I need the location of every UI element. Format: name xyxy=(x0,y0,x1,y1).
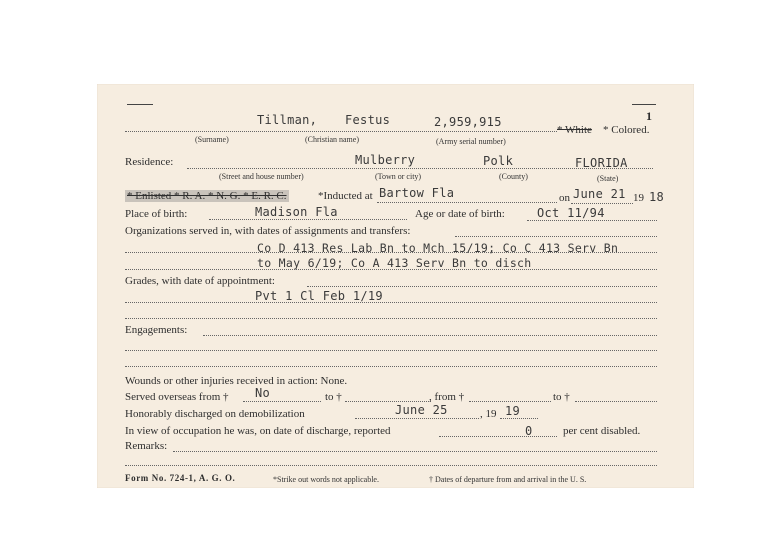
age-label: Age or date of birth: xyxy=(415,208,505,220)
enlisted-struck-text: * Enlisted * R. A. * N. G. * E. R. C. xyxy=(127,190,287,202)
card-number: 1 xyxy=(646,109,652,123)
inducted-date: June 21 xyxy=(573,187,626,201)
disability-suffix: per cent disabled. xyxy=(563,425,641,437)
serial-number-label: (Army serial number) xyxy=(436,137,506,146)
engagements-label: Engagements: xyxy=(125,324,188,336)
organizations-rule-1 xyxy=(125,252,657,253)
overseas-from-value: No xyxy=(255,386,271,400)
wounds-label: Wounds or other injuries received in action: None. xyxy=(125,375,348,387)
disability-label: In view of occupation he was, on date of discharge, reported xyxy=(125,425,391,437)
disability-value: 0 xyxy=(525,424,533,438)
inducted-place: Bartow Fla xyxy=(379,186,455,200)
name-line xyxy=(125,131,557,132)
race-white: * White xyxy=(557,124,592,136)
state-label: (State) xyxy=(597,174,619,183)
overseas-from2-line xyxy=(469,401,551,402)
county-label: (County) xyxy=(499,172,528,181)
overseas-from2-label: , from † xyxy=(429,391,465,403)
inducted-date-line xyxy=(571,203,633,204)
footer-note-strike: *Strike out words not applicable. xyxy=(273,475,379,484)
organizations-label: Organizations served in, with dates of assignments and transfers: xyxy=(125,225,411,237)
town-label: (Town or city) xyxy=(375,172,422,181)
discharge-date-line xyxy=(355,418,479,419)
overseas-label: Served overseas from † xyxy=(125,391,229,403)
residence-town: Mulberry xyxy=(355,153,416,167)
record-card xyxy=(97,84,694,488)
inducted-year-prefix: 19 xyxy=(633,192,644,204)
serial-number-value: 2,959,915 xyxy=(434,115,502,129)
grades-rule-1 xyxy=(125,302,657,303)
birth-place-label: Place of birth: xyxy=(125,208,188,220)
inducted-label: *Inducted at xyxy=(318,190,373,202)
overseas-to-label: to † xyxy=(325,391,342,403)
birth-place-value: Madison Fla xyxy=(255,205,338,219)
remarks-label: Remarks: xyxy=(125,440,168,452)
overseas-from-line xyxy=(243,401,321,402)
residence-label: Residence: xyxy=(125,156,174,168)
engagements-rule-2 xyxy=(125,366,657,367)
organizations-line-2: to May 6/19; Co A 413 Serv Bn to disch xyxy=(257,256,532,270)
organizations-rule-2 xyxy=(125,269,657,270)
street-label: (Street and house number) xyxy=(219,172,304,181)
discharge-label: Honorably discharged on demobilization xyxy=(125,408,305,420)
overseas-to-line xyxy=(345,401,431,402)
discharge-date: June 25 xyxy=(395,403,448,417)
top-left-dash xyxy=(127,104,153,105)
form-number: Form No. 724-1, A. G. O. xyxy=(125,473,236,483)
grades-rule-2 xyxy=(125,318,657,319)
race-colored: * Colored. xyxy=(603,124,650,136)
grades-value: Pvt 1 Cl Feb 1/19 xyxy=(255,289,383,303)
residence-county: Polk xyxy=(483,154,514,168)
surname-label: (Surname) xyxy=(195,135,229,144)
birth-place-line xyxy=(209,219,407,220)
christian-name-label: (Christian name) xyxy=(305,135,359,144)
surname-value: Tillman, xyxy=(257,113,318,127)
discharge-year-line xyxy=(500,418,538,419)
enlisted-options xyxy=(125,190,289,202)
discharge-year-prefix: , 19 xyxy=(480,408,497,420)
remarks-rule-1 xyxy=(125,465,657,466)
birth-date-line xyxy=(527,220,657,221)
overseas-to2-line xyxy=(575,401,657,402)
organizations-line-0 xyxy=(455,236,657,237)
remarks-line-0 xyxy=(173,451,657,452)
engagements-line-0 xyxy=(203,335,657,336)
grades-line-0 xyxy=(307,286,657,287)
grades-label: Grades, with date of appointment: xyxy=(125,275,275,287)
inducted-on-label: on xyxy=(559,192,570,204)
birth-date-value: Oct 11/94 xyxy=(537,206,605,220)
overseas-to2-label: to † xyxy=(553,391,570,403)
residence-state: FLORIDA xyxy=(575,156,628,170)
engagements-rule-1 xyxy=(125,350,657,351)
organizations-line-1: Co D 413 Res Lab Bn to Mch 15/19; Co C 413 Serv Bn xyxy=(257,241,619,255)
footer-note-dates: † Dates of departure from and arrival in the U. S. xyxy=(429,475,587,484)
christian-name-value: Festus xyxy=(345,113,391,127)
disability-line xyxy=(439,436,557,437)
top-right-dash xyxy=(632,104,656,105)
inducted-year: 18 xyxy=(649,190,665,204)
inducted-line xyxy=(377,202,557,203)
discharge-year: 19 xyxy=(505,404,521,418)
